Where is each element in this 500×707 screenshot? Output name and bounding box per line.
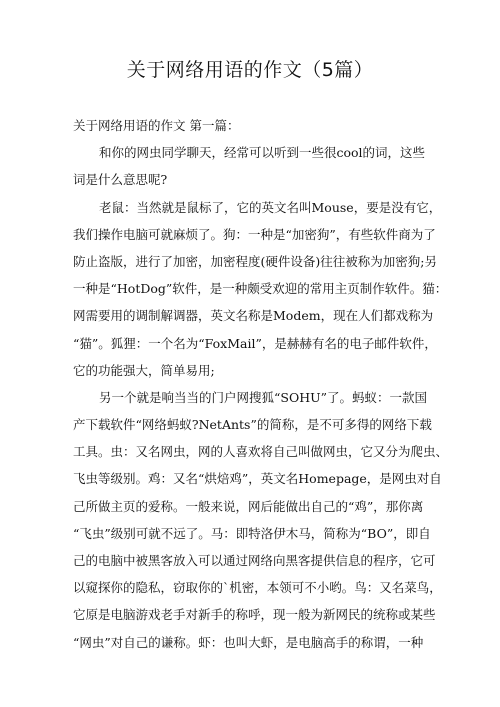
paragraph-line: 飞虫等级别。鸡：又名“烘焙鸡”，英文名Homepage，是网虫对自 <box>73 471 442 487</box>
paragraph-line: 和你的网虫同学聊天，经常可以听到一些很cool的词，这些 <box>99 145 426 161</box>
paragraph-line: “猫”。狐狸：一个名为“FoxMail”，是赫赫有名的电子邮件软件， <box>73 335 437 351</box>
paragraph-line: “网虫”对自己的谦称。虾：也叫大虾，是电脑高手的称谓，一种 <box>73 634 424 650</box>
paragraph-line: 网需要用的调制解调器，英文名称是Modem，现在人们都戏称为 <box>73 308 434 324</box>
paragraph-line: 工具。虫：又名网虫，网的人喜欢将自己叫做网虫，它又分为爬虫、 <box>73 444 449 460</box>
paragraph-line: “飞虫”级别可就不远了。马：即特洛伊木马，简称为“BO”，即自 <box>73 525 431 541</box>
paragraph-line: 它的功能强大，简单易用; <box>73 362 215 378</box>
paragraph-line: 老鼠：当然就是鼠标了，它的英文名叫Mouse，要是没有它， <box>99 199 442 215</box>
section-heading: 关于网络用语的作文 第一篇： <box>73 118 240 133</box>
paragraph-line: 防止盗版，进行了加密，加密程度(硬件设备)往往被称为加密狗;另 <box>73 253 437 269</box>
paragraph-line: 产下载软件“网络蚂蚁?NetAnts”的简称，是不可多得的网络下载 <box>73 417 432 433</box>
paragraph-line: 词是什么意思呢? <box>73 172 168 188</box>
paragraph-line: 另一个就是响当当的门户网搜狐“SOHU”了。蚂蚁：一款国 <box>99 389 428 405</box>
paragraph-line: 我们操作电脑可就麻烦了。狗：一种是“加密狗”，有些软件商为了 <box>73 226 436 242</box>
paragraph-line: 以窥探你的隐私，窃取你的`机密，本领可不小哟。鸟：又名菜鸟， <box>73 580 442 596</box>
document-title: 关于网络用语的作文（5篇） <box>126 59 374 81</box>
paragraph-line: 己所做主页的爱称。一般来说，网后能做出自己的“鸡”，那你离 <box>73 498 424 514</box>
paragraph-line: 一种是“HotDog”软件，是一种颇受欢迎的常用主页制作软件。猫： <box>73 281 448 297</box>
document-body <box>73 112 449 656</box>
paragraph-line: 它原是电脑游戏老手对新手的称呼，现一般为新网民的统称或某些 <box>73 607 436 623</box>
paragraph-line: 己的电脑中被黑客放入可以通过网络向黑客提供信息的程序，它可 <box>73 553 436 568</box>
